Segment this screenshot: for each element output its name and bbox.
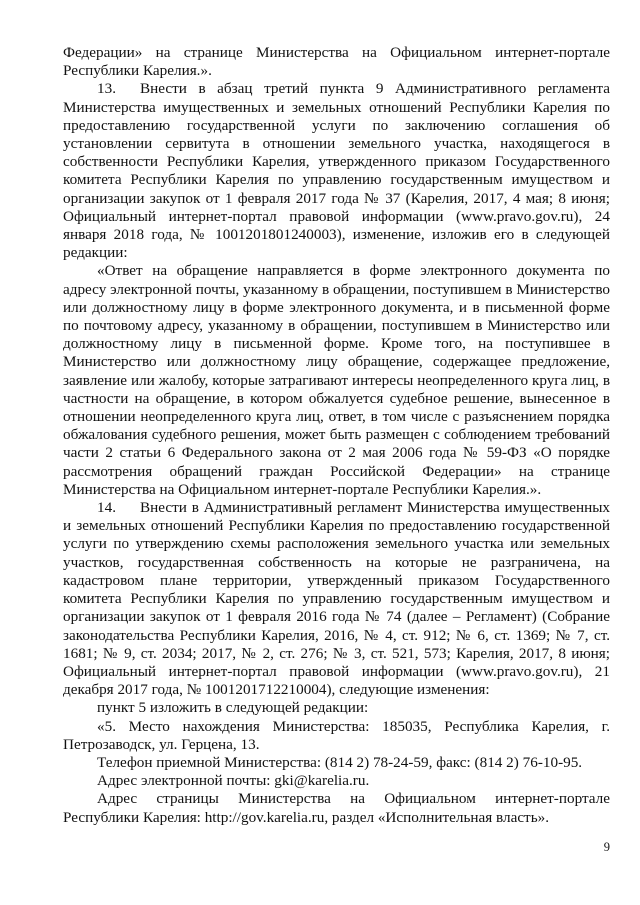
item-13-text: Внести в абзац третий пункта 9 Административного регламента Министерства имущественных и земельных отношений Республики Карелия по предоставлению государственной услуги по заключению соглашения об установлении сервитута в отношении земельного участка, находящегося в собственности Республики Карелия, утвержденного приказом Государственного комитета Республики Карелия по управлению государственным имуществом и организации закупок от 1 февраля 2017 года № 37 (Карелия, 2017, 4 мая; 8 июня; Официальный интернет-портал правовой информации (www.pravo.gov.ru), 24 января 2018 года, № 1001201801240003), изменение, изложив его в следующей редакции:	[63, 80, 610, 262]
item-13-paragraph	[63, 80, 610, 262]
continuation-paragraph: Федерации» на странице Министерства на Официальном интернет-портале Республики Карелия.».	[63, 44, 610, 80]
point-5-phone: Телефон приемной Министерства: (814 2) 78-24-59, факс: (814 2) 76-10-95.	[97, 753, 583, 771]
page-number: 9	[603, 840, 610, 854]
item-14-number: 14.	[97, 499, 116, 517]
item-14-paragraph	[63, 499, 610, 699]
item-13-number: 13.	[97, 80, 116, 98]
item-14-text: Внести в Административный регламент Министерства имущественных и земельных отношений Республики Карелия по предоставлению государственной услуги по утверждению схемы расположения земельного участка или земельных участков, государственная собственность на которые не разграничена, на кадастровом плане территории, утвержденный приказом Государственного комитета Республики Карелия по управлению государственным имуществом и организации закупок от 1 февраля 2016 года № 74 (далее – Регламент) (Собрание законодательства Республики Карелия, 2016, № 4, ст. 912; № 6, ст. 1369; № 7, ст. 1681; № 9, ст. 2034; 2017, № 2, ст. 276; № 3, ст. 521, 573; Карелия, 2017, 8 июня; Официальный интернет-портал правовой информации (www.pravo.gov.ru), 21 декабря 2017 года, № 1001201712210004), следующие изменения:	[63, 499, 610, 699]
point-5-email: Адрес электронной почты: gki@karelia.ru.	[97, 772, 370, 790]
point-5-intro: пункт 5 изложить в следующей редакции:	[97, 699, 369, 717]
item-13-quote-paragraph: «Ответ на обращение направляется в форме электронного документа по адресу электронной почты, указанному в обращении, поступившем в Министерство или должностному лицу в форме электронного документа, и в письменной форме по почтовому адресу, указанному в обращении, поступившем в Министерство или должностному лицу в письменной форме. Кроме того, на поступившее в Министерство или должностному лицу обращение, содержащее предложение, заявление или жалобу, которые затрагивают интересы неопределенного круга лиц, в частности на обращение, в котором обжалуется судебное решение, вынесенное в отношении неопределенного круга лиц, ответ, в том числе с разъяснением порядка обжалования судебного решения, может быть размещен с соблюдением требований части 2 статьи 6 Федерального закона от 2 мая 2006 года № 59-ФЗ «О порядке рассмотрения обращений граждан Российской Федерации» на странице Министерства на Официальном интернет-портале Республики Карелия.».	[63, 262, 610, 498]
point-5-location: «5. Место нахождения Министерства: 185035, Республика Карелия, г. Петрозаводск, ул. Герцена, 13.	[63, 717, 610, 753]
point-5-web-address: Адрес страницы Министерства на Официальном интернет-портале Республики Карелия: http://gov.karelia.ru, раздел «Исполнительная власть».	[63, 790, 610, 826]
